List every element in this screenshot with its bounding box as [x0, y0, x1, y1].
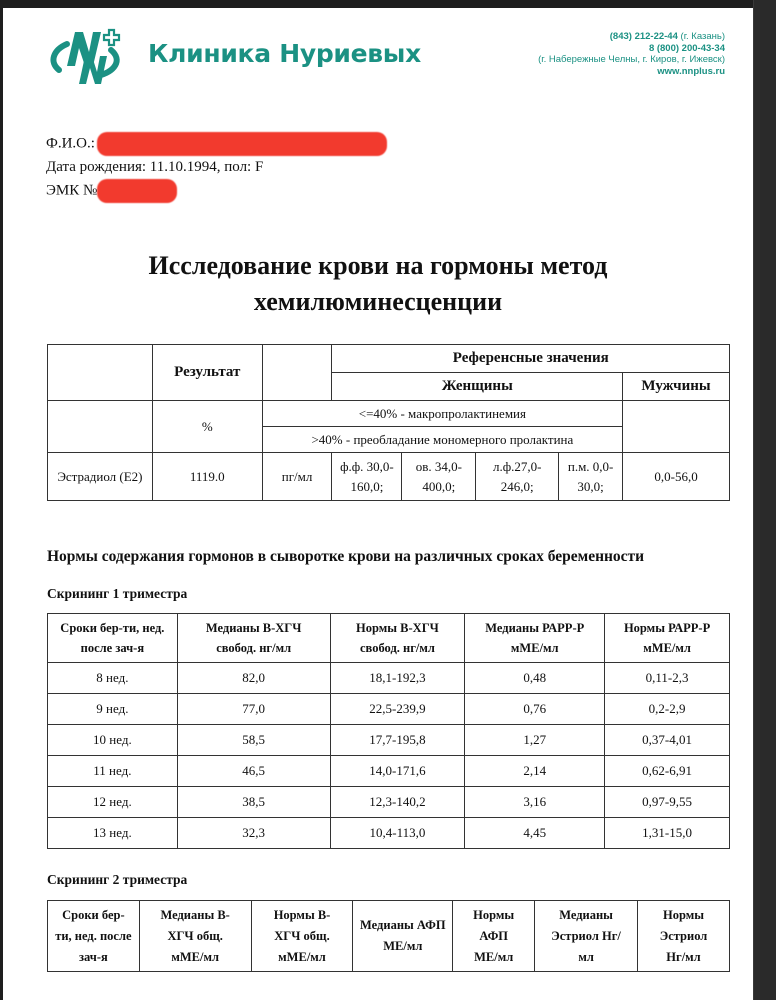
website-link[interactable]: www.nnplus.ru — [657, 65, 725, 77]
t2-col-estriol-median: Медианы Эстриол Нг/мл — [535, 901, 638, 972]
table-row — [48, 756, 730, 787]
ref-follicular: ф.ф. 30,0-160,0; — [332, 453, 402, 501]
phone-kazan[interactable]: (843) 212-22-44 — [609, 31, 678, 42]
t1-cell: 1,27 — [465, 725, 605, 756]
t2-col-afp-norm: Нормы АФП МЕ/мл — [453, 901, 535, 972]
t1-cell: 77,0 — [177, 694, 330, 725]
trimester1-table — [47, 613, 730, 849]
t1-cell: 0,97-9,55 — [605, 787, 730, 818]
unit-blank-header — [262, 345, 332, 401]
analyte-unit: пг/мл — [262, 453, 332, 501]
viewer-scrollbar[interactable] — [753, 0, 776, 1000]
t1-cell: 8 нед. — [48, 663, 178, 694]
table-row — [48, 725, 730, 756]
t1-cell: 11 нед. — [48, 756, 178, 787]
note-monomeric-prolactin: >40% - преобладание мономерного пролактина — [262, 427, 622, 453]
results-table — [47, 344, 730, 501]
t1-cell: 10 нед. — [48, 725, 178, 756]
viewer-top-bar — [0, 0, 776, 8]
table-row — [48, 663, 730, 694]
analyte-value: 1119.0 — [152, 453, 262, 501]
results-blank-header — [48, 345, 153, 401]
t1-cell: 18,1-192,3 — [330, 663, 465, 694]
t1-cell: 9 нед. — [48, 694, 178, 725]
table-row — [48, 787, 730, 818]
patient-info — [46, 132, 387, 203]
table-row — [48, 453, 730, 501]
women-header: Женщины — [332, 373, 623, 401]
trimester2-heading: Скрининг 2 триместра — [47, 872, 188, 887]
result-header: Результат — [152, 345, 262, 401]
t1-cell: 22,5-239,9 — [330, 694, 465, 725]
t2-col-afp-median: Медианы АФП МЕ/мл — [353, 901, 453, 972]
t1-col-papp-norm: Нормы РАРР-Р мМЕ/мл — [605, 614, 730, 663]
ref-men: 0,0-56,0 — [623, 453, 730, 501]
title-line-2: хемилюминесценции — [253, 287, 503, 316]
t1-cell: 1,31-15,0 — [605, 818, 730, 849]
phone-kazan-city: (г. Казань) — [680, 31, 725, 42]
clinic-name: Клиника Нуриевых — [148, 39, 421, 68]
birth-date-line: Дата рождения: 11.10.1994, пол: F — [46, 159, 264, 175]
t1-col-papp-median: Медианы РАРР-Р мМЕ/мл — [465, 614, 605, 663]
t1-col-hcg-norm: Нормы В-ХГЧ свобод. нг/мл — [330, 614, 465, 663]
trimester2-table — [47, 900, 730, 972]
ref-postmenopause: п.м. 0,0-30,0; — [559, 453, 623, 501]
t1-cell: 13 нед. — [48, 818, 178, 849]
t1-cell: 32,3 — [177, 818, 330, 849]
t1-cell: 0,2-2,9 — [605, 694, 730, 725]
t1-cell: 14,0-171,6 — [330, 756, 465, 787]
fio-label: Ф.И.О.: — [46, 135, 95, 152]
t1-cell: 3,16 — [465, 787, 605, 818]
t1-cell: 12,3-140,2 — [330, 787, 465, 818]
reference-header: Референсные значения — [332, 345, 730, 373]
t1-cell: 0,37-4,01 — [605, 725, 730, 756]
t1-col-hcg-median: Медианы В-ХГЧ свобод. нг/мл — [177, 614, 330, 663]
phone-federal[interactable]: 8 (800) 200-43-34 — [648, 42, 725, 54]
results-blank-cell — [48, 401, 153, 453]
t1-cell: 46,5 — [177, 756, 330, 787]
t2-col-hcg-norm: Нормы В-ХГЧ общ. мМЕ/мл — [251, 901, 353, 972]
t1-cell: 12 нед. — [48, 787, 178, 818]
document-title — [3, 248, 753, 320]
redacted-emk — [97, 179, 177, 203]
t1-cell: 0,62-6,91 — [605, 756, 730, 787]
redacted-name — [97, 132, 387, 156]
clinic-logo-icon — [45, 26, 135, 88]
t1-cell: 0,48 — [465, 663, 605, 694]
t1-cell: 4,45 — [465, 818, 605, 849]
t2-col-hcg-median: Медианы В-ХГЧ общ. мМЕ/мл — [139, 901, 251, 972]
t2-col-term: Сроки бер-ти, нед. после зач-я — [48, 901, 140, 972]
t1-cell: 10,4-113,0 — [330, 818, 465, 849]
ref-ovulatory: ов. 34,0-400,0; — [402, 453, 476, 501]
percent-cell: % — [152, 401, 262, 453]
men-blank-cell — [623, 401, 730, 453]
title-line-1: Исследование крови на гормоны метод — [148, 251, 608, 280]
emk-label: ЭМК № — [46, 182, 98, 199]
men-header: Мужчины — [623, 373, 730, 401]
t1-cell: 82,0 — [177, 663, 330, 694]
t1-cell: 17,7-195,8 — [330, 725, 465, 756]
table-row — [48, 818, 730, 849]
t1-cell: 0,76 — [465, 694, 605, 725]
note-macroprolactinemia: <=40% - макропролактинемия — [262, 401, 622, 427]
t1-cell: 58,5 — [177, 725, 330, 756]
clinic-contacts — [538, 31, 725, 77]
ref-luteal: л.ф.27,0-246,0; — [476, 453, 559, 501]
t1-cell: 0,11-2,3 — [605, 663, 730, 694]
analyte-name: Эстрадиол (E2) — [48, 453, 153, 501]
trimester1-heading: Скрининг 1 триместра — [47, 586, 188, 601]
pregnancy-norms-heading: Нормы содержания гормонов в сыворотке крови на различных сроках беременности — [47, 548, 645, 565]
document-page — [3, 8, 753, 1000]
t1-cell: 2,14 — [465, 756, 605, 787]
t1-col-term: Сроки бер-ти, нед. после зач-я — [48, 614, 178, 663]
phone-federal-cities: (г. Набережные Челны, г. Киров, г. Ижевск) — [538, 54, 725, 65]
table-row — [48, 694, 730, 725]
t2-col-estriol-norm: Нормы Эстриол Нг/мл — [638, 901, 730, 972]
t1-cell: 38,5 — [177, 787, 330, 818]
